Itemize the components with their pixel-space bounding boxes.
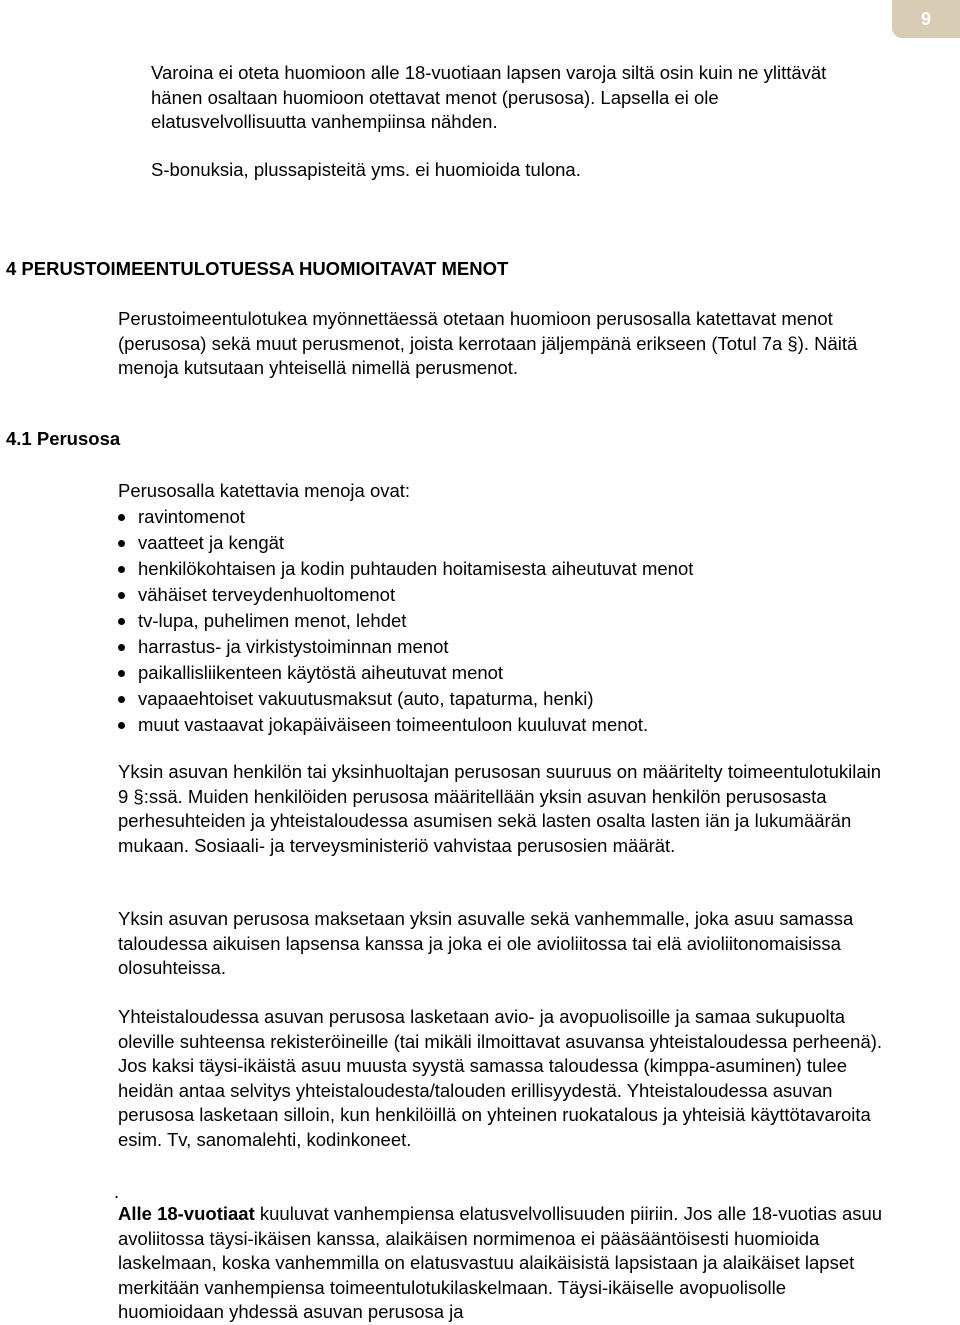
bullet-icon (118, 514, 125, 521)
bullet-icon (118, 670, 125, 677)
list-item: harrastus- ja virkistystoiminnan menot (118, 635, 886, 661)
bullet-icon (118, 722, 125, 729)
paragraph-5-text: kuuluvat vanhempiensa elatusvelvollisuuden piiriin. Jos alle 18-vuotias asuu avoliitossa täysi-ikäisen kanssa, alaikäisen normimenoa ei pääsääntöisesti huomioida laskelmaan, koska vanhemmilla on elatusvastuu alaikäisistä lapsistaan ja alaikäiset lapset merkitään vanhempiensa toimeentulotukilaskelmaan. Täysi-ikäiselle avopuolisolle huomioidaan yhdessä asuvan perusosa ja (118, 1203, 883, 1322)
bullet-icon (118, 644, 125, 651)
page-number-badge (892, 0, 960, 38)
section-4-paragraph: Perustoimeentulotukea myönnettäessä otetaan huomioon perusosalla katettavat menot (perusosa) sekä muut perusmenot, joista kerrotaan jäljempänä erikseen (Totul 7a §). Näitä menoja kutsutaan yhteisellä nimellä perusmenot. (118, 308, 858, 378)
list-item: paikallisliikenteen käytöstä aiheutuvat menot (118, 661, 886, 687)
perusosa-list (118, 505, 886, 739)
perusosa-paragraph-5 (118, 1202, 886, 1325)
list-item: muut vastaavat jokapäiväiseen toimeentuloon kuuluvat menot. (118, 713, 886, 739)
list-item: vaatteet ja kengät (118, 531, 886, 557)
bullet-icon (118, 696, 125, 703)
intro-paragraph-1: Varoina ei oteta huomioon alle 18-vuotiaan lapsen varoja siltä osin kuin ne ylittävät hänen osaltaan huomioon otettavat menot (perusosa). Lapsella ei ole elatusvelvollisuutta vanhempiinsa nähden. (151, 62, 827, 132)
section-4-1-heading: 4.1 Perusosa (6, 428, 121, 449)
perusosa-paragraph-3: Yksin asuvan perusosa maksetaan yksin asuvalle sekä vanhemmalle, joka asuu samassa taloudessa aikuisen lapsensa kanssa ja joka ei ole avioliitossa tai elä avioliitonomaisissa olosuhteissa. (118, 908, 854, 978)
perusosa-paragraph-4: Yhteistaloudessa asuvan perusosa lasketaan avio- ja avopuolisoille ja samaa sukupuolta oleville suhteensa rekisteröineille (tai mikäli ilmoittavat asuvansa yhteistaloudessa perheenä). Jos kaksi täysi-ikäistä asuu muusta syystä samassa taloudessa (kimppa-asuminen) tulee heidän antaa selvitys yhteistaloudesta/talouden erillisyydestä. Yhteistaloudessa asuvan perusosa lasketaan silloin, kun henkilöillä on yhteinen ruokatalous ja yhteisiä käyttötavaroita esim. Tv, sanomalehti, kodinkoneet. (118, 1006, 883, 1150)
section-4-heading: 4 PERUSTOIMEENTULOTUESSA HUOMIOITAVAT MENOT (6, 258, 509, 279)
bullet-icon (118, 566, 125, 573)
list-item: vapaaehtoiset vakuutusmaksut (auto, tapaturma, henki) (118, 687, 886, 713)
list-item: henkilökohtaisen ja kodin puhtauden hoitamisesta aiheutuvat menot (118, 557, 886, 583)
list-item: vähäiset terveydenhuoltomenot (118, 583, 886, 609)
bullet-icon (118, 592, 125, 599)
page-number: 9 (920, 8, 931, 29)
stray-period: . (114, 1181, 120, 1202)
intro-paragraph-2: S-bonuksia, plussapisteitä yms. ei huomioida tulona. (151, 159, 581, 180)
alle-18-bold: Alle 18-vuotiaat (118, 1203, 255, 1224)
list-item: ravintomenot (118, 505, 886, 531)
perusosa-paragraph-2: Yksin asuvan henkilön tai yksinhuoltajan perusosan suuruus on määritelty toimeentulotukilain 9 §:ssä. Muiden henkilöiden perusosa määritellään yksin asuvan henkilön perusosasta perhesuhteiden ja yhteistaloudessa asumisen sekä lasten osalta lasten iän ja lukumäärän mukaan. Sosiaali- ja terveysministeriö vahvistaa perusosien määrät. (118, 761, 882, 856)
bullet-icon (118, 618, 125, 625)
perusosa-intro: Perusosalla katettavia menoja ovat: (118, 480, 411, 501)
list-item: tv-lupa, puhelimen menot, lehdet (118, 609, 886, 635)
bullet-icon (118, 540, 125, 547)
